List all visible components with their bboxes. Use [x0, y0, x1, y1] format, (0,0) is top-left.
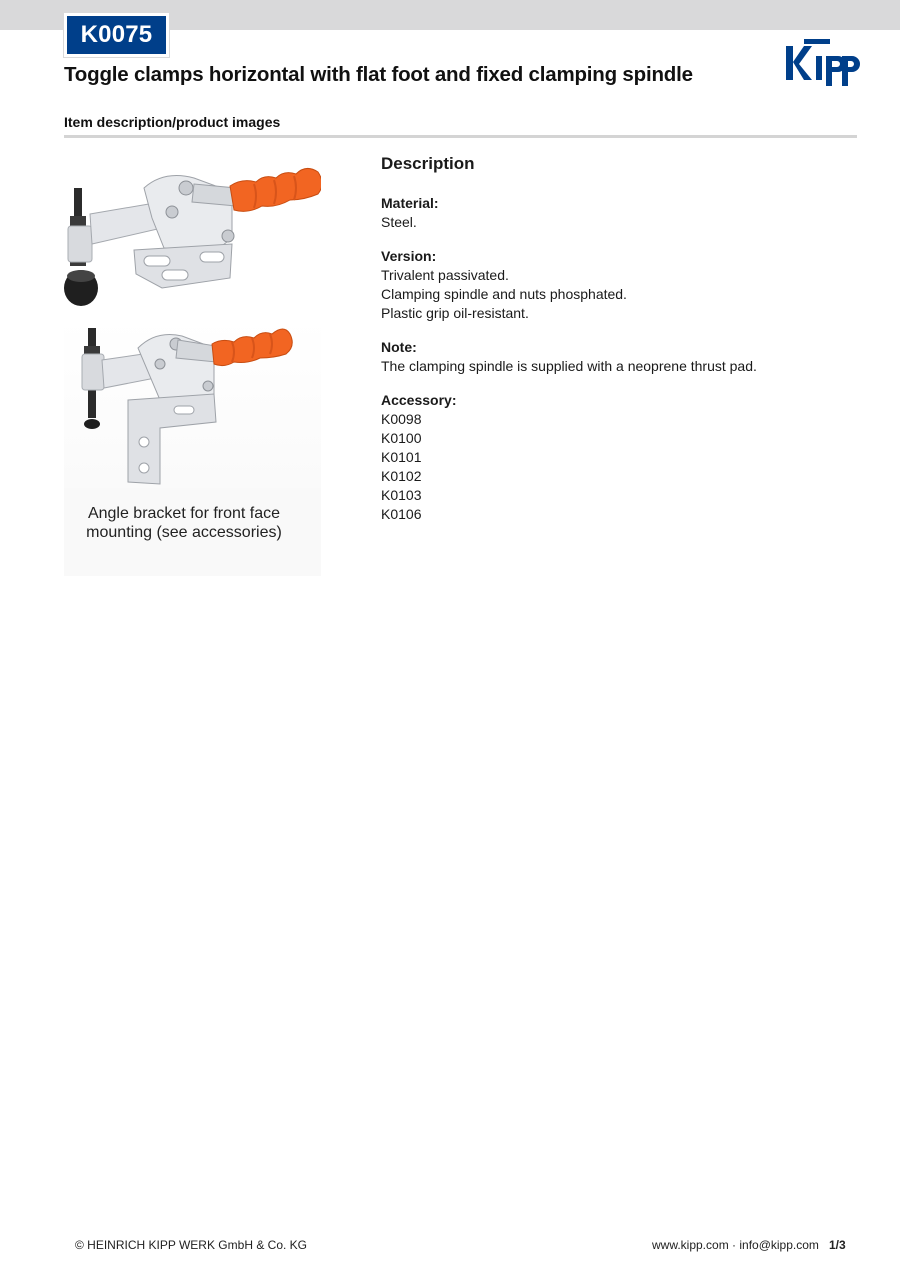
accessory-item: K0102 — [381, 468, 422, 484]
product-code-badge: K0075 — [64, 13, 169, 57]
angle-bracket-clamp-image — [64, 318, 321, 488]
material-block — [381, 194, 851, 232]
accessory-item: K0106 — [381, 506, 422, 522]
material-value: Steel. — [381, 214, 417, 230]
accessory-block — [381, 391, 851, 524]
version-line: Trivalent passivated. — [381, 267, 509, 283]
section-divider — [64, 135, 857, 138]
product-images-panel — [64, 148, 321, 576]
description-title: Description — [381, 154, 475, 173]
section-header: Item description/product images — [64, 114, 281, 130]
material-label: Material: — [381, 195, 439, 211]
accessory-item: K0101 — [381, 449, 422, 465]
image-caption — [64, 504, 304, 542]
caption-line-2: mounting (see accessories) — [86, 524, 282, 541]
version-label: Version: — [381, 248, 437, 264]
accessory-item: K0103 — [381, 487, 422, 503]
caption-line-1: Angle bracket for front face — [87, 505, 281, 522]
description-section — [381, 154, 851, 539]
note-block — [381, 338, 851, 376]
footer-copyright: © HEINRICH KIPP WERK GmbH & Co. KG — [75, 1238, 307, 1252]
accessory-item: K0100 — [381, 430, 422, 446]
kipp-logo — [782, 36, 860, 94]
accessory-item: K0098 — [381, 411, 422, 427]
version-line: Clamping spindle and nuts phosphated. — [381, 286, 627, 302]
note-text: The clamping spindle is supplied with a neoprene thrust pad. — [381, 358, 757, 374]
version-line: Plastic grip oil-resistant. — [381, 305, 529, 321]
page-number: 1/3 — [829, 1238, 846, 1252]
note-label: Note: — [381, 339, 417, 355]
footer-contact: www.kipp.com · info@kipp.com — [652, 1238, 819, 1252]
page-title: Toggle clamps horizontal with flat foot and fixed clamping spindle — [64, 63, 693, 86]
toggle-clamp-image — [64, 148, 321, 313]
accessory-label: Accessory: — [381, 392, 457, 408]
version-block — [381, 247, 851, 323]
